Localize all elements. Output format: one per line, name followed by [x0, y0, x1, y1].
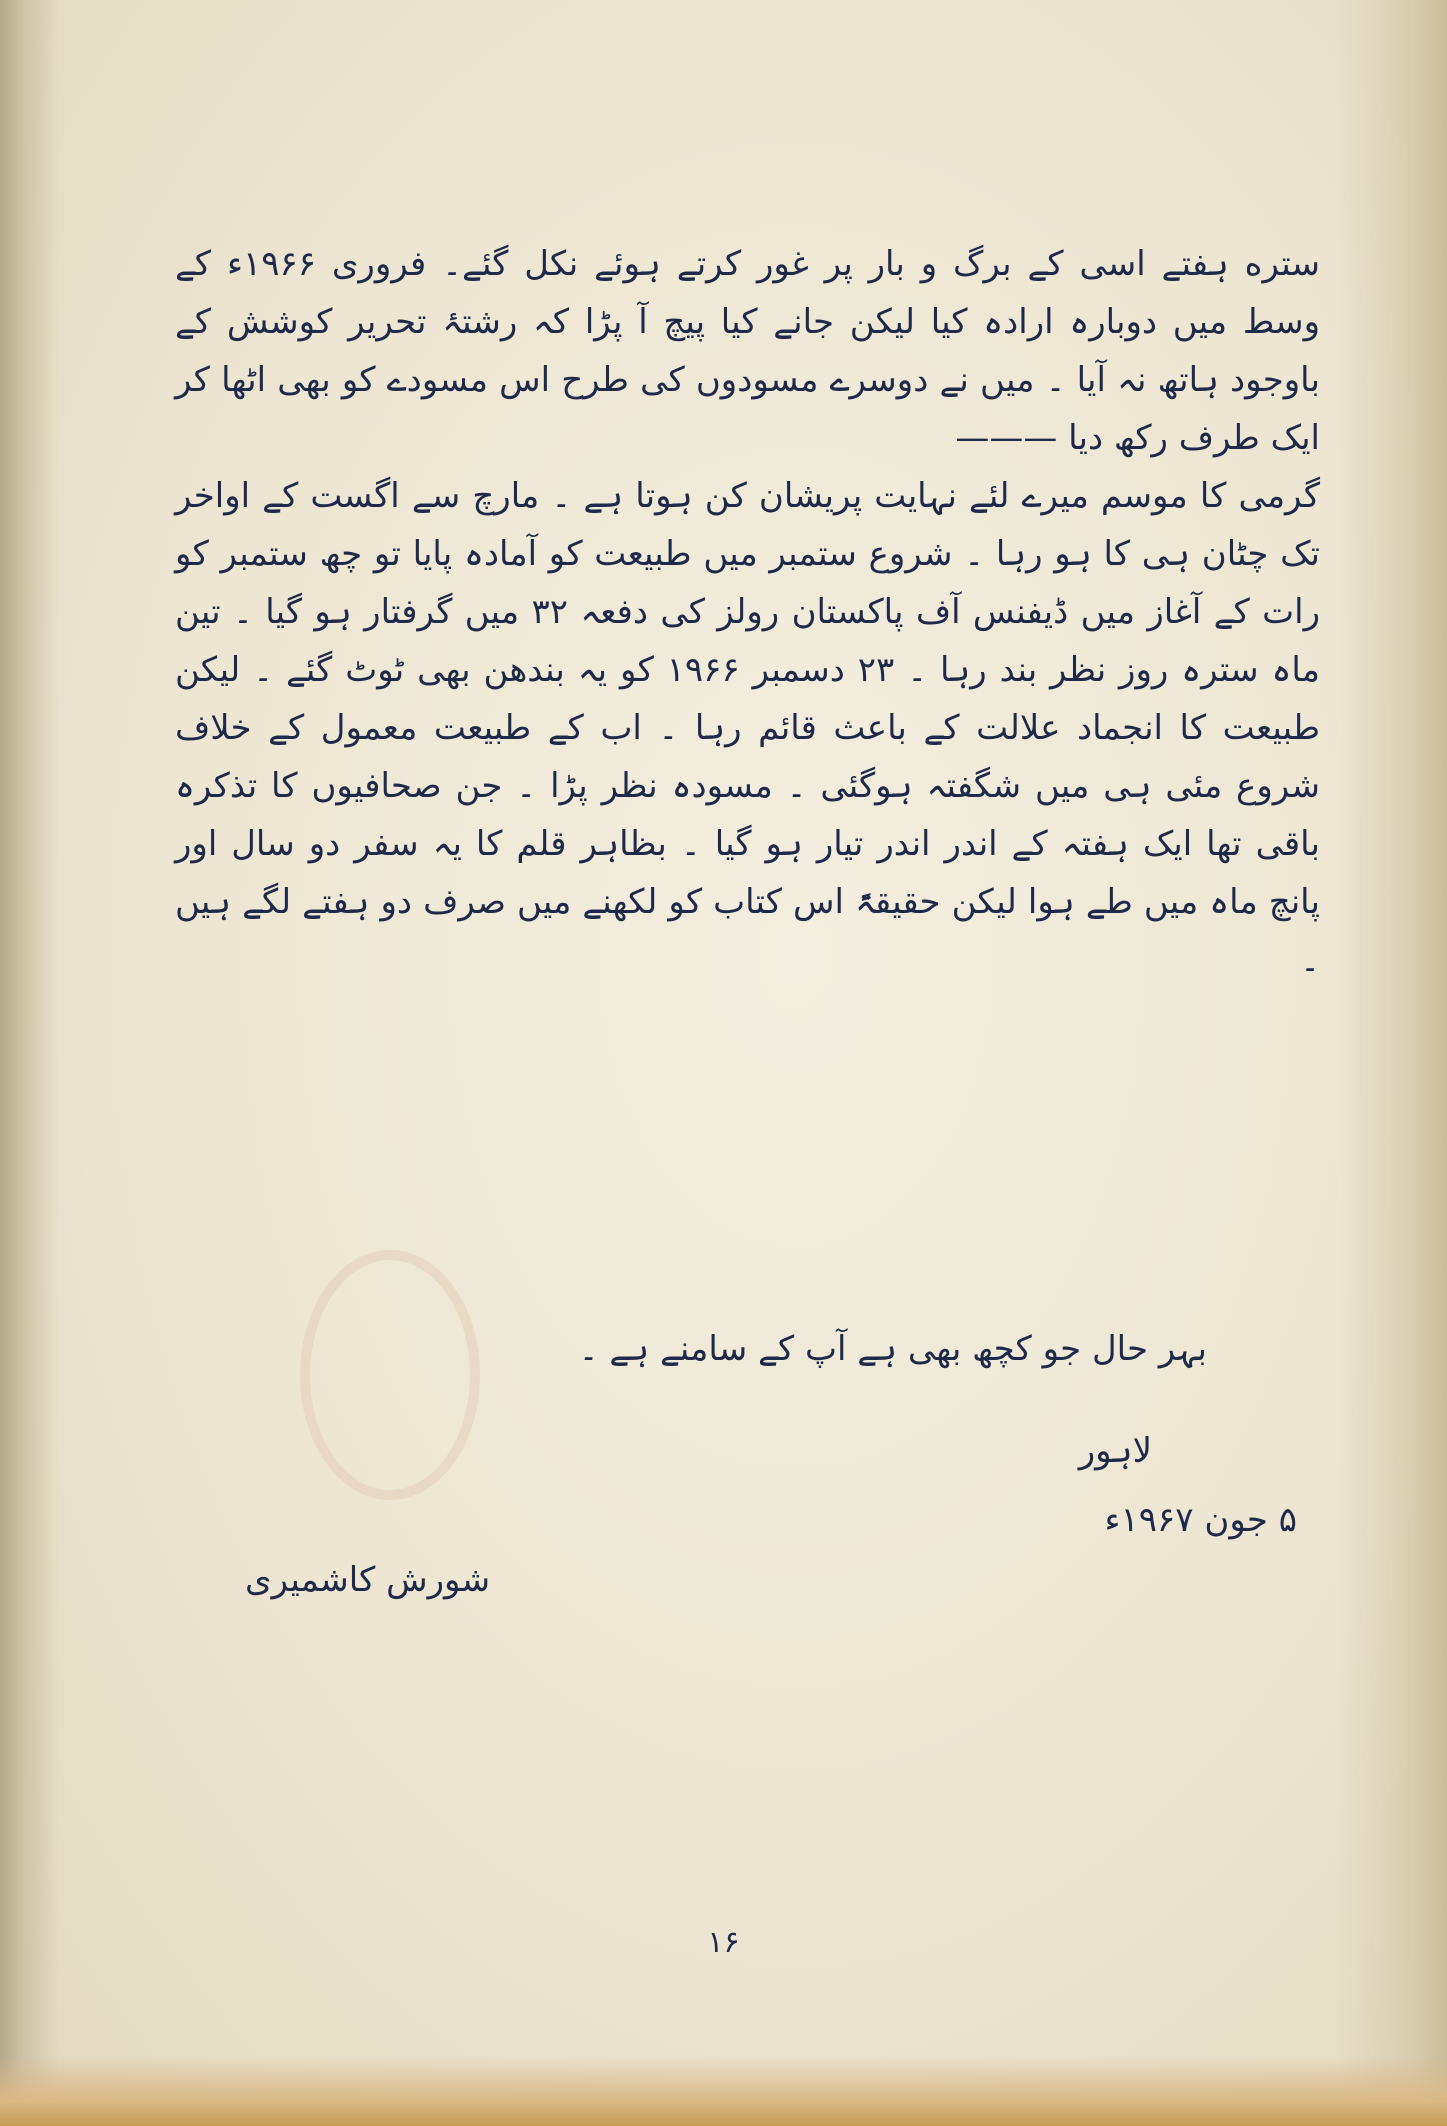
- paragraph: گرمی کا موسم میرے لئے نہایت پریشان کن ہوتا ہے ۔ مارچ سے اگست کے اواخر تک چٹان ہی کا ہو رہا ۔ شروع ستمبر میں طبیعت کو آمادہ پایا تو چھ ستمبر کو رات کے آغاز میں ڈیفنس آف پاکستان رولز کی دفعہ ۳۲ میں گرفتار ہو گیا ۔ تین ماہ سترہ روز نظر بند رہا ۔ ۲۳ دسمبر ۱۹۶۶ کو یہ بندھن بھی ٹوٹ گئے ۔ لیکن طبیعت کا انجماد علالت کے باعث قائم رہا ۔ اب کے طبیعت معمول کے خلاف شروع مئی ہی میں شگفتہ ہوگئی ۔ مسودہ نظر پڑا ۔ جن صحافیوں کا تذکرہ باقی تھا ایک ہفتہ کے اندر اندر تیار ہو گیا ۔ بظاہر قلم کا یہ سفر دو سال اور پانچ ماہ میں طے ہوا لیکن حقیقۃً اس کتاب کو لکھنے میں صرف دو ہفتے لگے ہیں ۔: [175, 476, 1320, 980]
- paragraph: ستره ہفتے اسی کے برگ و بار پر غور کرتے ہوئے نکل گئے۔ فروری ۱۹۶۶ء کے وسط میں دوبارہ ارادہ کیا لیکن جانے کیا پیچ آ پڑا کہ رشتۂ تحریر کوشش کے باوجود ہاتھ نہ آیا ۔ میں نے دوسرے مسودوں کی طرح اس مسودے کو بھی اٹھا کر ایک طرف رکھ دیا ———: [175, 244, 1320, 458]
- page-number: ۱۶: [707, 1925, 740, 1960]
- closing-line: بہر حال جو کچھ بھی ہے آپ کے سامنے ہے ۔: [578, 1329, 1207, 1369]
- page-bottom-edge: [0, 2056, 1447, 2126]
- body-text: [175, 235, 1320, 989]
- page-edge-shadow: [1337, 0, 1447, 2126]
- date-of-writing: ۵ جون ۱۹۶۷ء: [1104, 1500, 1297, 1540]
- place-of-writing: لاہور: [1078, 1431, 1152, 1471]
- author-signature: شورش کاشمیری: [245, 1560, 491, 1600]
- page-gutter-shadow: [0, 0, 60, 2126]
